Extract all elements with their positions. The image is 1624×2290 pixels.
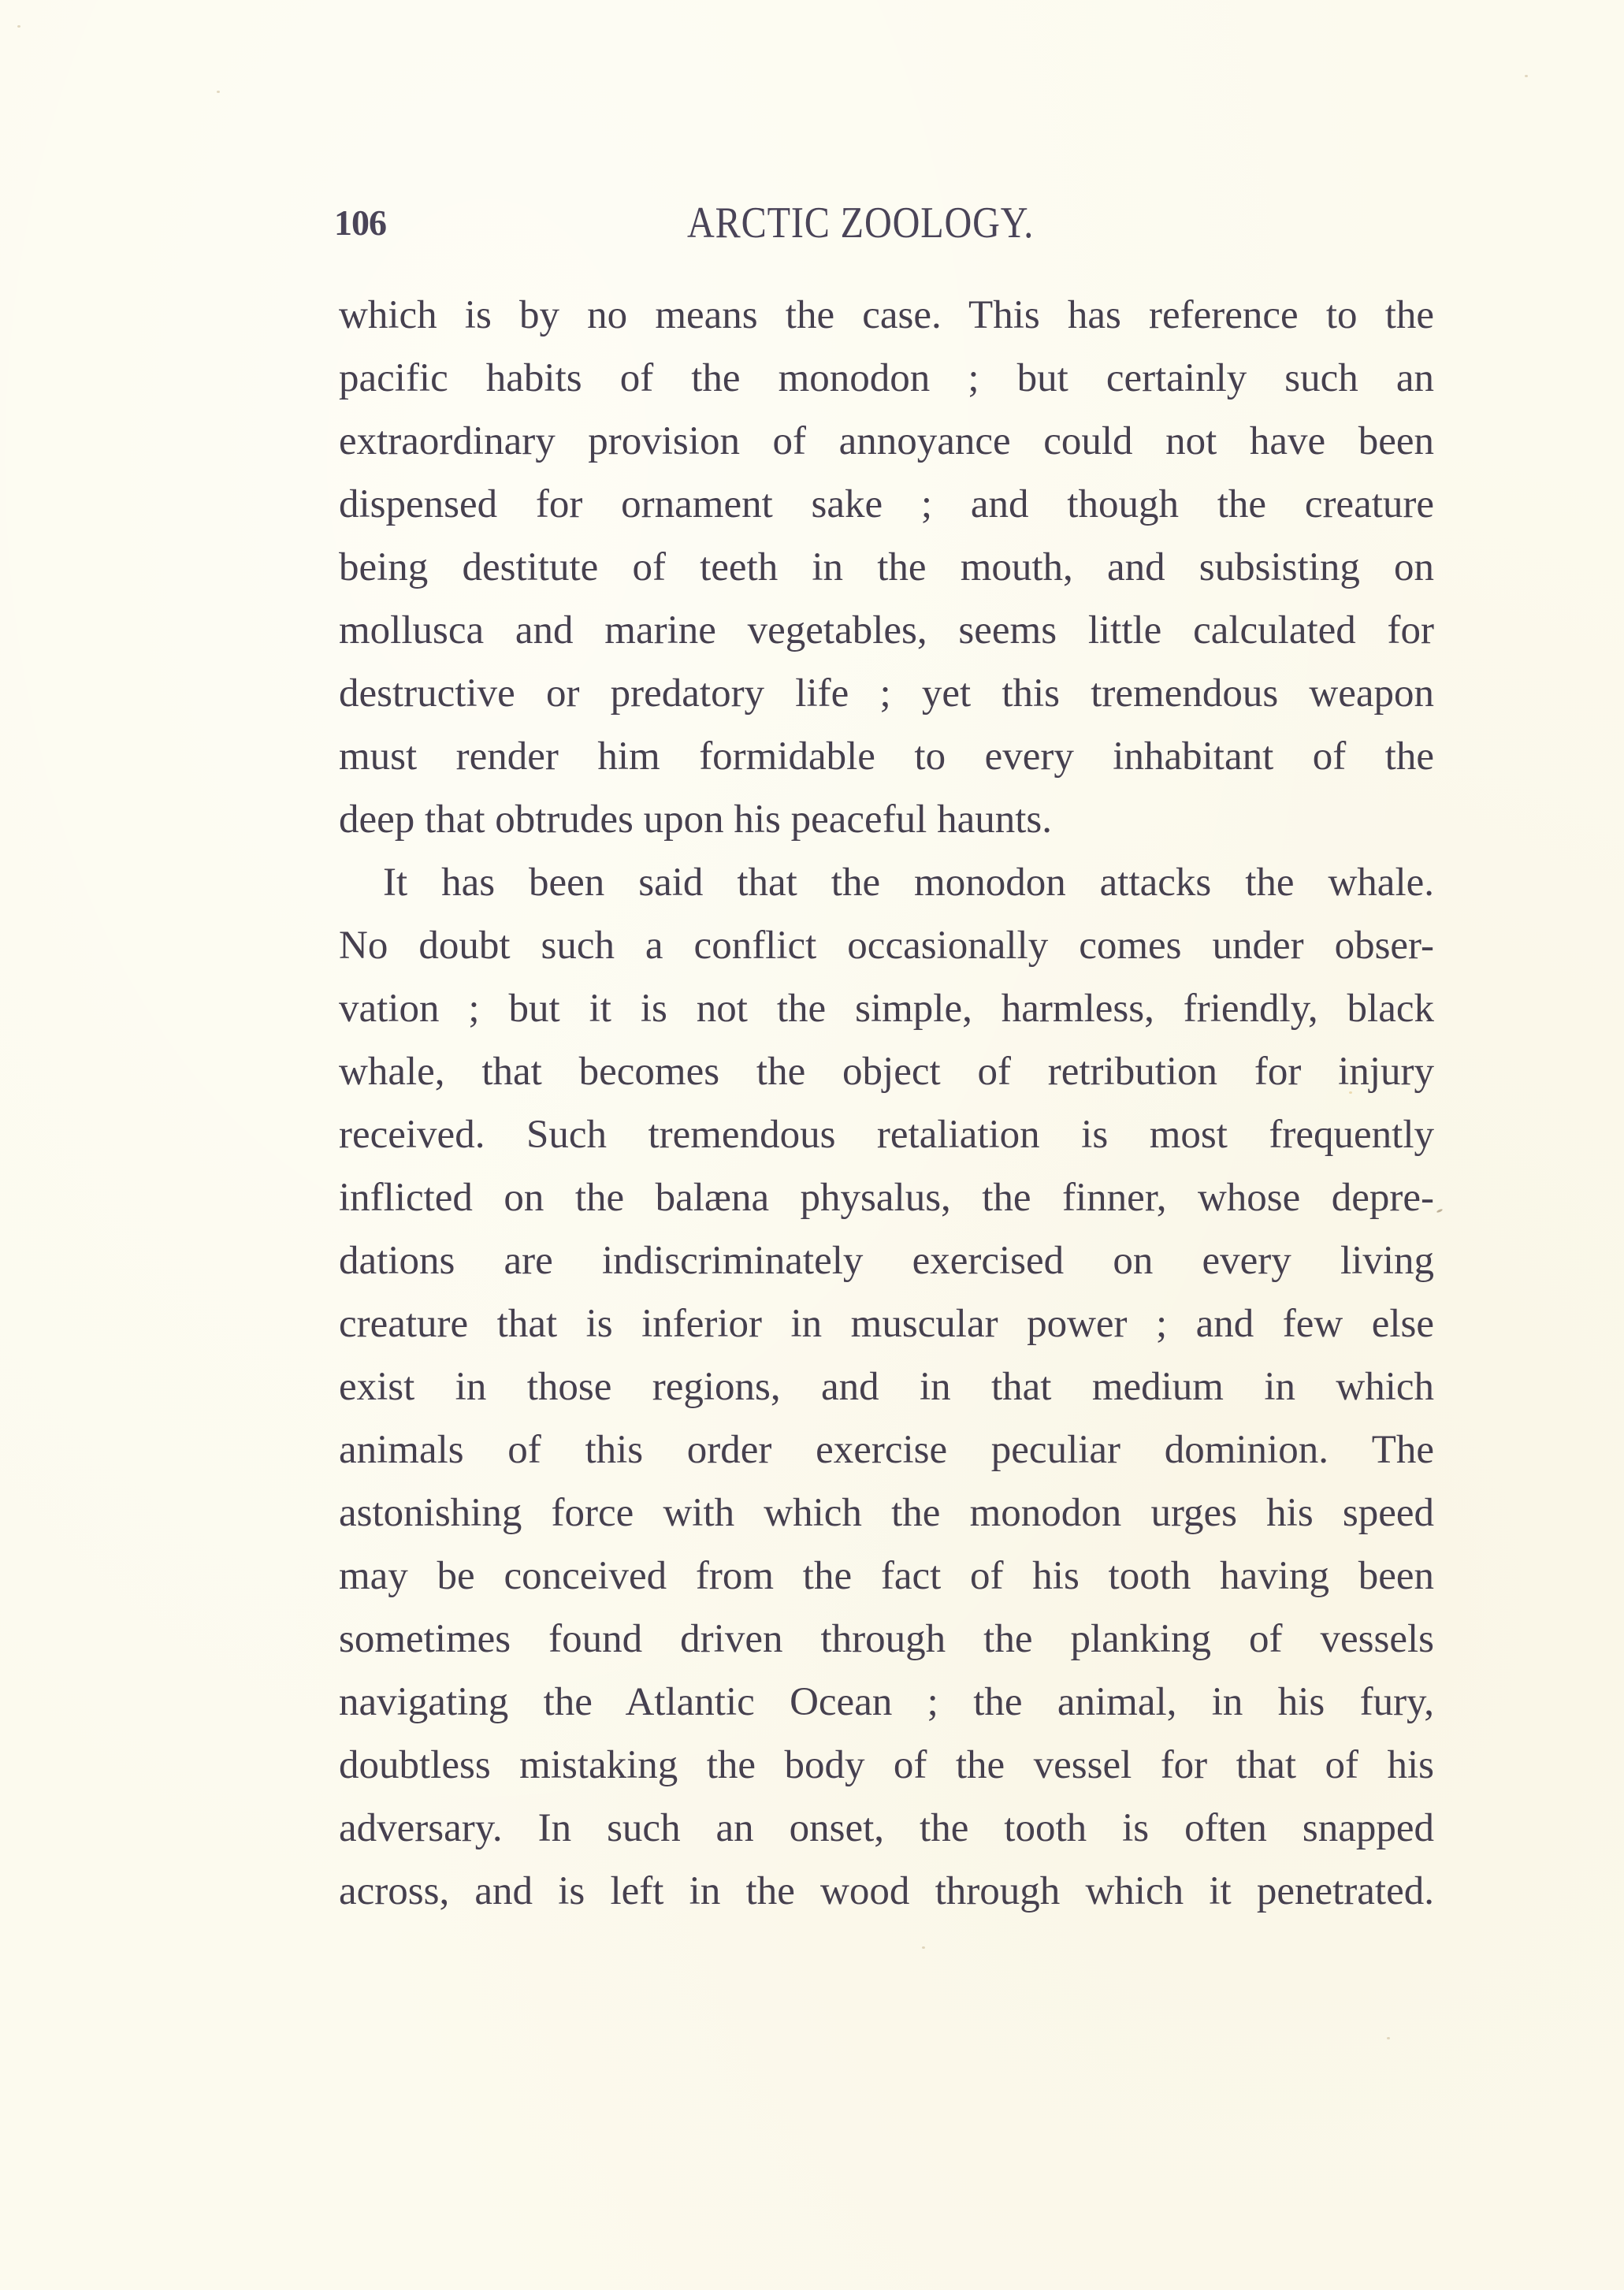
running-head [0,0,1624,268]
text-line-content: dispensed for ornament sake ; and though the creature [339,482,1434,526]
paper-speck [922,1946,925,1949]
text-line-content: whale, that becomes the object of retribution for injury [339,1050,1434,1094]
text-line-content: must render him formidable to every inhabitant of the [339,734,1434,779]
text-line-content: doubtless mistaking the body of the vessel for that of his [339,1743,1434,1787]
text-line-content: navigating the Atlantic Ocean ; the animal, in his fury, [339,1680,1434,1724]
text-line [339,1103,1434,1166]
text-line-content: animals of this order exercise peculiar dominion. The [339,1428,1434,1472]
text-line-content: across, and is left in the wood through which it penetrated. [339,1869,1434,1913]
running-title: ARCTIC ZOOLOGY. [687,199,1035,247]
text-line [339,1734,1434,1797]
text-line [339,536,1434,599]
text-line [339,473,1434,536]
text-line [339,1229,1434,1292]
text-line [339,599,1434,662]
text-line-content: received. Such tremendous retaliation is most frequently [339,1113,1434,1157]
text-line [339,1481,1434,1545]
page-number: 106 [334,203,386,243]
text-line [339,725,1434,788]
text-line [339,1671,1434,1734]
text-line [339,1545,1434,1608]
text-line [339,1355,1434,1418]
text-line-content: No doubt such a conflict occasionally comes under obser- [339,924,1434,968]
paper-speck [1436,1208,1444,1213]
text-line-content: exist in those regions, and in that medium in which [339,1365,1434,1409]
text-line [339,1418,1434,1481]
text-line-content: astonishing force with which the monodon urges his speed [339,1491,1434,1535]
text-line [339,1608,1434,1671]
text-line-content: dations are indiscriminately exercised on every living [339,1239,1434,1283]
text-line-content: adversary. In such an onset, the tooth is often snapped [339,1806,1434,1850]
text-line [339,1292,1434,1355]
text-line [339,1166,1434,1229]
text-line [339,1040,1434,1103]
text-line [339,788,1434,851]
text-line-content: creature that is inferior in muscular power ; and few else [339,1302,1434,1346]
text-line-content: mollusca and marine vegetables, seems little calculated for [339,608,1434,652]
text-line [339,662,1434,725]
paper-speck [1387,2037,1390,2039]
text-line-content: sometimes found driven through the planking of vessels [339,1617,1434,1661]
text-line-content: which is by no means the case. This has reference to the [339,293,1434,337]
text-line-content: inflicted on the balæna physalus, the finner, whose depre- [339,1176,1434,1220]
text-line-content: being destitute of teeth in the mouth, and subsisting on [339,545,1434,589]
text-line [339,347,1434,410]
text-line [339,977,1434,1040]
text-line [339,1797,1434,1860]
text-line-content: It has been said that the monodon attacks the whale. [383,861,1434,905]
text-line-content: extraordinary provision of annoyance could not have been [339,419,1434,463]
text-line [339,284,1434,347]
body-text [339,284,1434,1923]
paragraph-first-line [339,851,1434,914]
text-line-content: pacific habits of the monodon ; but certainly such an [339,356,1434,400]
text-line-content: destructive or predatory life ; yet this tremendous weapon [339,671,1434,716]
text-line [339,410,1434,473]
text-line-content: vation ; but it is not the simple, harmless, friendly, black [339,987,1434,1031]
text-line [339,1860,1434,1923]
text-line-content: deep that obtrudes upon his peaceful haunts. [339,797,1053,842]
text-line-content: may be conceived from the fact of his tooth having been [339,1554,1434,1598]
text-line [339,914,1434,977]
